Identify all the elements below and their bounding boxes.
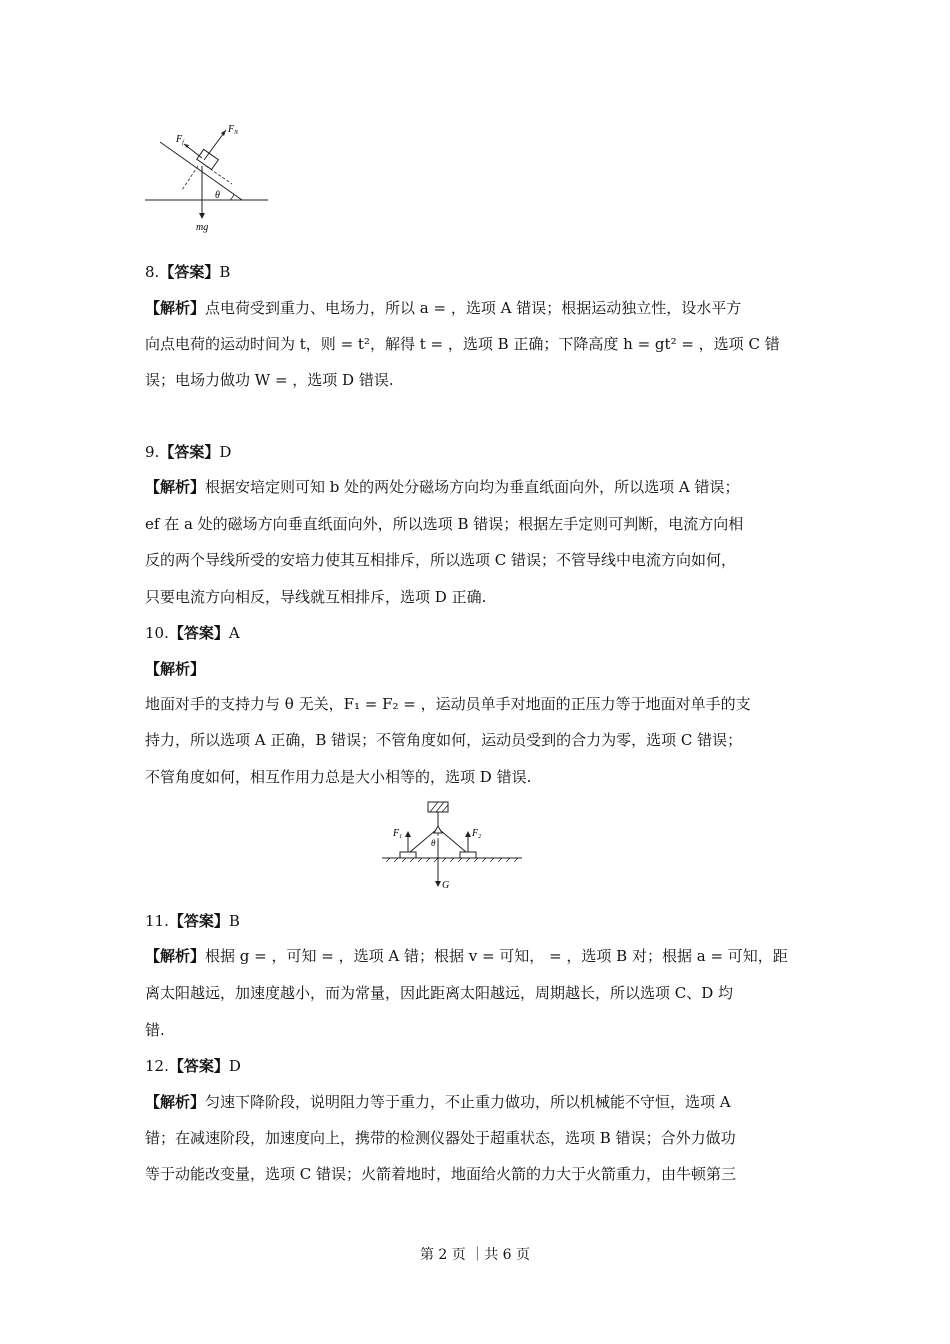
q10-analysis-line-2: 持力，所以选项 A 正确，B 错误；不管角度如何，运动员受到的合力为零，选项 C 错误； [145, 731, 743, 749]
q10-analysis-line-1: 地面对手的支持力与 θ 无关，F₁ = F₂ = ，运动员单手对地面的正压力等于地面对单手的支 [145, 695, 751, 713]
q12-analysis-line-3: 等于动能改变量，选项 C 错误；火箭着地时，地面给火箭的力大于火箭重力，由牛顿第三 [145, 1165, 737, 1183]
q8-answer: 8.【答案】B [145, 263, 231, 281]
right-arm [440, 830, 466, 852]
q11-analysis-line-2: 离太阳越远，加速度越小，而为常量，因此距离太阳越远，周期越长，所以选项 C、D 均 [145, 984, 734, 1002]
q9-analysis-line-2: ef 在 a 处的磁场方向垂直纸面向外，所以选项 B 错误；根据左手定则可判断，电流方向相 [145, 515, 744, 533]
friction-label: $F_f$ [176, 134, 184, 146]
q10-analysis-tag: 【解析】 [145, 660, 206, 678]
mg-label: mg [196, 222, 209, 233]
left-hand-block [400, 852, 416, 858]
page-footer: 第 2 页 ｜共 6 页 [419, 1247, 531, 1263]
q11-analysis-line-1: 【解析】根据 g = ，可知 = ，选项 A 错；根据 v = 可知， = ，选项 B 对；根据 a = 可知，距 [145, 947, 788, 965]
q8-analysis-line-3: 误；电场力做功 W = ，选项 D 错误. [145, 371, 394, 389]
q11-analysis-line-3: 错. [145, 1021, 165, 1039]
support-force-diagram [380, 800, 530, 892]
q9-analysis-line-3: 反的两个导线所受的安培力使其互相排斥，所以选项 C 错误；不管导线中电流方向如何， [145, 551, 737, 569]
q8-analysis-line-1: 【解析】点电荷受到重力、电场力，所以 a = ，选项 A 错误；根据运动独立性，设水平方 [145, 299, 742, 317]
theta-label: θ [431, 838, 436, 848]
g-label: G [442, 880, 450, 891]
right-hand-block [460, 852, 476, 858]
incline-force-diagram [140, 120, 275, 235]
normal-force-label: $F_N$ [228, 124, 239, 136]
f1-label: $F_1$ [393, 828, 403, 840]
f2-label: $F_2$ [472, 828, 482, 840]
q9-analysis-line-4: 只要电流方向相反，导线就互相排斥，选项 D 正确. [145, 588, 487, 606]
q10-answer: 10.【答案】A [145, 624, 240, 642]
q12-analysis-line-1: 【解析】匀速下降阶段，说明阻力等于重力，不止重力做功，所以机械能不守恒，选项 A [145, 1093, 731, 1111]
block [197, 149, 219, 169]
q12-answer: 12.【答案】D [145, 1057, 241, 1075]
q12-analysis-line-2: 错；在减速阶段，加速度向上，携带的检测仪器处于超重状态，选项 B 错误；合外力做功 [145, 1129, 736, 1147]
q9-answer: 9.【答案】D [145, 443, 232, 461]
incline-line [160, 142, 242, 200]
q9-analysis-line-1: 【解析】根据安培定则可知 b 处的两处分磁场方向均为垂直纸面向外，所以选项 A 错误； [145, 478, 740, 496]
q11-answer: 11.【答案】B [145, 912, 240, 930]
q8-analysis-line-2: 向点电荷的运动时间为 t，则 = t²，解得 t = ，选项 B 正确；下降高度 h = gt² = ，选项 C 错 [145, 335, 780, 353]
theta-label: θ [215, 190, 220, 201]
q10-analysis-line-3: 不管角度如何，相互作用力总是大小相等的，选项 D 错误. [145, 768, 532, 786]
